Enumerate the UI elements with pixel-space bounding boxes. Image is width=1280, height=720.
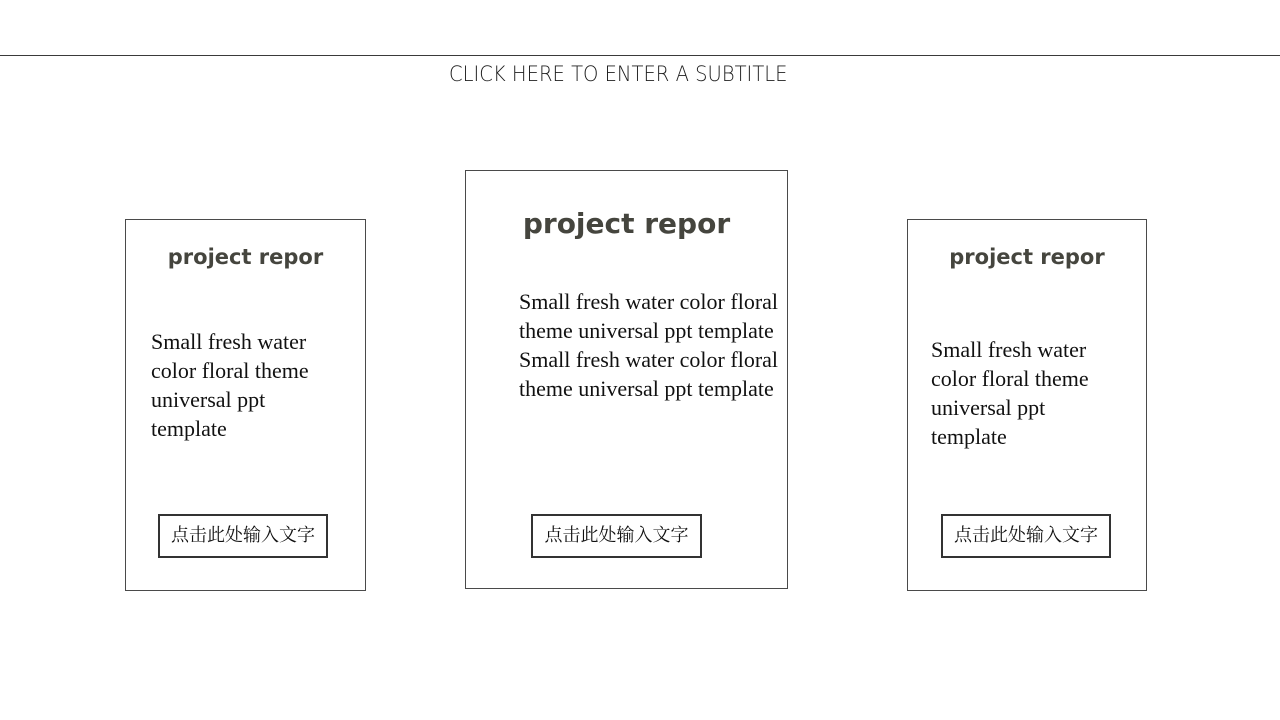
card-input-button[interactable]: 点击此处输入文字	[158, 514, 328, 558]
card-left	[125, 219, 366, 591]
card-input-button[interactable]: 点击此处输入文字	[531, 514, 702, 558]
card-right	[907, 219, 1147, 591]
card-body-text[interactable]: Small fresh water color floral theme universal ppt template	[151, 329, 309, 441]
header-divider	[0, 55, 1280, 56]
card-input-button[interactable]: 点击此处输入文字	[941, 514, 1111, 558]
card-title[interactable]: project repor	[949, 245, 1105, 269]
card-body-text[interactable]: Small fresh water color floral theme universal ppt template	[931, 337, 1089, 449]
card-title[interactable]: project repor	[522, 207, 731, 240]
subtitle-placeholder[interactable]: CLICK HERE TO ENTER A SUBTITLE	[449, 62, 788, 86]
card-body-paragraph: Small fresh water color floral theme universal ppt template	[519, 289, 779, 343]
card-title[interactable]: project repor	[167, 245, 324, 269]
card-center	[465, 170, 788, 589]
card-body-paragraph: Small fresh water color floral theme universal ppt template	[519, 347, 779, 401]
card-body-text[interactable]	[519, 287, 781, 403]
